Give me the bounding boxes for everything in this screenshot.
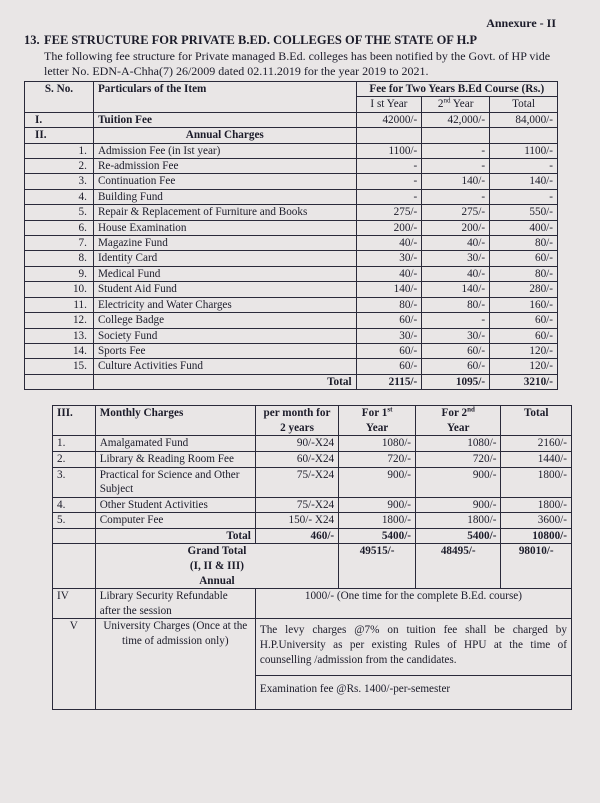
tuition-sno: I.: [25, 112, 94, 127]
grand-total-total: 98010/-: [501, 544, 572, 589]
row-label: Repair & Replacement of Furniture and Books: [93, 205, 356, 220]
annual-charge-row: [25, 328, 558, 343]
row-label: Sports Fee: [93, 343, 356, 358]
row-total: 1440/-: [501, 451, 572, 467]
grand-total-year1: 49515/-: [339, 544, 416, 589]
tuition-label: Tuition Fee: [93, 112, 356, 127]
row-year2: 140/-: [422, 174, 490, 189]
grand-blank: [53, 544, 96, 589]
tuition-total: 84,000/-: [490, 112, 558, 127]
row-year1: 80/-: [356, 297, 422, 312]
row-sno: 8.: [25, 251, 94, 266]
row-year2: -: [422, 143, 490, 158]
row-total: 280/-: [490, 282, 558, 297]
university-sno: V: [53, 619, 96, 709]
row-year1: 60/-: [356, 343, 422, 358]
monthly-header-row: [53, 406, 572, 436]
grand-total-label: [95, 544, 338, 589]
row-total: 60/-: [490, 251, 558, 266]
row-sno: 4.: [25, 189, 94, 204]
row-year1: 140/-: [356, 282, 422, 297]
annual-charge-row: [25, 189, 558, 204]
row-sno: 5.: [53, 513, 96, 529]
header-particulars: Particulars of the Item: [93, 82, 356, 113]
row-per-month: 150/- X24: [255, 513, 338, 529]
row-per-month: 75/-X24: [255, 497, 338, 513]
grand-total-label-line: (I, II & III): [189, 560, 244, 573]
total-total: 3210/-: [490, 374, 558, 389]
annual-charge-row: [25, 313, 558, 328]
annual-charge-row: [25, 359, 558, 374]
row-year2: 900/-: [416, 467, 501, 497]
row-year1: 30/-: [356, 251, 422, 266]
row-sno: 7.: [25, 236, 94, 251]
row-total: 3600/-: [501, 513, 572, 529]
grand-total-year2: 48495/-: [416, 544, 501, 589]
row-year2: 1800/-: [416, 513, 501, 529]
annual-charge-row: [25, 266, 558, 281]
row-sno: 1.: [53, 436, 96, 452]
row-label: Amalgamated Fund: [95, 436, 255, 452]
annual-charge-row: [25, 174, 558, 189]
row-year1: 900/-: [339, 467, 416, 497]
header-year1: I st Year: [356, 97, 422, 112]
row-total: 80/-: [490, 236, 558, 251]
row-total: 120/-: [490, 343, 558, 358]
total-label: Total: [95, 528, 255, 544]
library-security-value: 1000/- (One time for the complete B.Ed. course): [255, 589, 571, 619]
annual-charge-row: [25, 236, 558, 251]
section-number: 13.: [24, 33, 40, 47]
monthly-charge-row: [53, 497, 572, 513]
row-per-month: 75/-X24: [255, 467, 338, 497]
row-total: 1100/-: [490, 143, 558, 158]
row-year2: 140/-: [422, 282, 490, 297]
row-total: 140/-: [490, 174, 558, 189]
monthly-total-row: [53, 528, 572, 544]
row-year1: -: [356, 189, 422, 204]
row-sno: 9.: [25, 266, 94, 281]
row-year1: -: [356, 159, 422, 174]
row-year2: 60/-: [422, 359, 490, 374]
annual-charge-row: [25, 143, 558, 158]
row-label: Society Fund: [93, 328, 356, 343]
row-total: 80/-: [490, 266, 558, 281]
monthly-charge-row: [53, 451, 572, 467]
header-fee-group: Fee for Two Years B.Ed Course (Rs.): [356, 82, 557, 97]
tuition-y2: 42,000/-: [422, 112, 490, 127]
row-sno: 6.: [25, 220, 94, 235]
row-label: Library & Reading Room Fee: [95, 451, 255, 467]
row-label: Practical for Science and Other Subject: [95, 467, 255, 497]
row-year1: 30/-: [356, 328, 422, 343]
row-total: -: [490, 159, 558, 174]
annual-charge-row: [25, 205, 558, 220]
row-year1: -: [356, 174, 422, 189]
annual-charge-row: [25, 220, 558, 235]
grand-total-label-line: Annual: [199, 574, 235, 587]
row-per-month: 60/-X24: [255, 451, 338, 467]
library-security-label: Library Security Refundable after the session: [95, 589, 255, 619]
annual-charge-row: [25, 343, 558, 358]
row-sno: 15.: [25, 359, 94, 374]
row-year2: 720/-: [416, 451, 501, 467]
row-year1: 720/-: [339, 451, 416, 467]
row-year1: 275/-: [356, 205, 422, 220]
row-year2: 275/-: [422, 205, 490, 220]
row-label: College Badge: [93, 313, 356, 328]
row-year2: -: [422, 313, 490, 328]
row-year1: 200/-: [356, 220, 422, 235]
row-year2: 900/-: [416, 497, 501, 513]
row-total: 400/-: [490, 220, 558, 235]
total-year2: 5400/-: [416, 528, 501, 544]
row-total: 160/-: [490, 297, 558, 312]
row-year1: 60/-: [356, 359, 422, 374]
row-sno: 13.: [25, 328, 94, 343]
row-total: 1800/-: [501, 497, 572, 513]
header-total: Total: [490, 97, 558, 112]
row-year1: 1100/-: [356, 143, 422, 158]
row-total: 60/-: [490, 328, 558, 343]
row-year2: 40/-: [422, 236, 490, 251]
row-year1: 40/-: [356, 266, 422, 281]
row-sno: 3.: [25, 174, 94, 189]
annual-total-row: [25, 374, 558, 389]
row-year2: 80/-: [422, 297, 490, 312]
row-year2: 60/-: [422, 343, 490, 358]
row-sno: 2.: [53, 451, 96, 467]
tuition-row: [25, 112, 558, 127]
row-year1: 900/-: [339, 497, 416, 513]
monthly-total-header: Total: [501, 406, 572, 436]
row-sno: 2.: [25, 159, 94, 174]
grand-total-row: [53, 544, 572, 589]
monthly-charge-row: [53, 467, 572, 497]
total-year1: 5400/-: [339, 528, 416, 544]
row-year1: 60/-: [356, 313, 422, 328]
row-total: 550/-: [490, 205, 558, 220]
row-sno: 11.: [25, 297, 94, 312]
library-security-sno: IV: [53, 589, 96, 619]
annual-charge-row: [25, 297, 558, 312]
row-year2: -: [422, 159, 490, 174]
section-title: FEE STRUCTURE FOR PRIVATE B.ED. COLLEGES OF THE STATE OF H.P: [44, 33, 478, 47]
row-sno: 1.: [25, 143, 94, 158]
row-total: 2160/-: [501, 436, 572, 452]
row-year2: 30/-: [422, 251, 490, 266]
monthly-sno: III.: [53, 406, 96, 436]
annual-charge-row: [25, 251, 558, 266]
row-year1: 1080/-: [339, 436, 416, 452]
row-label: Culture Activities Fund: [93, 359, 356, 374]
row-sno: 5.: [25, 205, 94, 220]
annual-sno: II.: [25, 128, 94, 143]
total-total: 10800/-: [501, 528, 572, 544]
row-per-month: 90/-X24: [255, 436, 338, 452]
row-total: 60/-: [490, 313, 558, 328]
row-sno: 4.: [53, 497, 96, 513]
row-sno: 12.: [25, 313, 94, 328]
row-year2: 200/-: [422, 220, 490, 235]
row-label: Computer Fee: [95, 513, 255, 529]
row-label: Continuation Fee: [93, 174, 356, 189]
for-second-year-header: For 2nd Year: [416, 406, 501, 436]
row-year2: 30/-: [422, 328, 490, 343]
row-total: 120/-: [490, 359, 558, 374]
row-label: Other Student Activities: [95, 497, 255, 513]
total-per-month: 460/-: [255, 528, 338, 544]
monthly-charge-row: [53, 513, 572, 529]
total-label: Total: [93, 374, 356, 389]
annexure-label: Annexure - II: [486, 16, 556, 30]
total-year2: 1095/-: [422, 374, 490, 389]
row-sno: 14.: [25, 343, 94, 358]
university-charges-row: [53, 619, 572, 676]
library-security-row: [53, 589, 572, 619]
per-month-header: per month for 2 years: [255, 406, 338, 436]
monthly-fee-table: [52, 405, 572, 710]
university-levy-text: The levy charges @7% on tuition fee shall be charged by H.P.University as per existing Rules of HPU at the time of counselling /admission from the candidates.: [255, 619, 571, 676]
row-year1: 40/-: [356, 236, 422, 251]
section-heading: [24, 33, 556, 48]
row-year2: 40/-: [422, 266, 490, 281]
grand-total-label-line: Grand Total: [187, 545, 247, 558]
monthly-charge-row: [53, 436, 572, 452]
total-blank: [25, 374, 94, 389]
row-label: Medical Fund: [93, 266, 356, 281]
row-sno: 10.: [25, 282, 94, 297]
header-sno: S. No.: [25, 82, 94, 113]
row-label: Identity Card: [93, 251, 356, 266]
header-year2: 2nd Year: [422, 97, 490, 112]
row-label: Re-admission Fee: [93, 159, 356, 174]
row-total: 1800/-: [501, 467, 572, 497]
row-year2: -: [422, 189, 490, 204]
row-label: Building Fund: [93, 189, 356, 204]
row-label: Admission Fee (in Ist year): [93, 143, 356, 158]
monthly-label: Monthly Charges: [95, 406, 255, 436]
annual-charge-row: [25, 159, 558, 174]
row-year1: 1800/-: [339, 513, 416, 529]
university-label: University Charges (Once at the time of admission only): [95, 619, 255, 709]
total-year1: 2115/-: [356, 374, 422, 389]
row-label: House Examination: [93, 220, 356, 235]
row-sno: 3.: [53, 467, 96, 497]
row-label: Student Aid Fund: [93, 282, 356, 297]
row-year2: 1080/-: [416, 436, 501, 452]
row-total: -: [490, 189, 558, 204]
total-blank: [53, 528, 96, 544]
annual-charge-row: [25, 282, 558, 297]
examination-fee-text: Examination fee @Rs. 1400/-per-semester: [255, 676, 571, 710]
row-label: Magazine Fund: [93, 236, 356, 251]
annual-fee-table: [24, 81, 558, 390]
tuition-y1: 42000/-: [356, 112, 422, 127]
annual-label: Annual Charges: [93, 128, 356, 143]
intro-paragraph: The following fee structure for Private managed B.Ed. colleges has been notified by the Govt. of HP vide letter No. EDN-A-Chha(7) 26/2009 dated 02.11.2019 for the year 2019 to 2021.: [44, 49, 551, 78]
row-label: Electricity and Water Charges: [93, 297, 356, 312]
for-first-year-header: For 1st Year: [339, 406, 416, 436]
annual-charges-row: [25, 128, 558, 143]
